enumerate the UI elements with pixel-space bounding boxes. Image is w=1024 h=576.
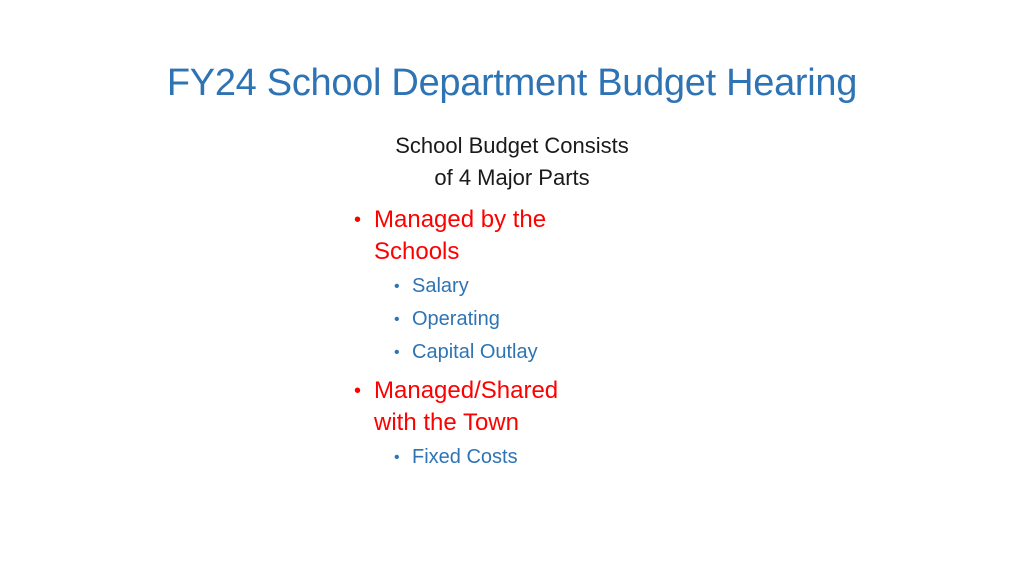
bullet-icon: • (394, 278, 400, 295)
bullet-icon: • (394, 311, 400, 328)
subtitle-line: of 4 Major Parts (434, 165, 590, 190)
slide-subtitle (312, 130, 712, 194)
sub-list (374, 441, 684, 474)
bullet-icon: • (354, 380, 362, 402)
sub-list-item-label: Capital Outlay (412, 341, 538, 363)
sub-list (374, 270, 684, 369)
list-item-label: Managed by the Schools (374, 206, 547, 265)
bullet-icon: • (394, 449, 400, 466)
list-item-label: Managed/Shared with the Town (374, 377, 559, 436)
sub-list-item (374, 441, 684, 474)
budget-parts-list (354, 204, 684, 480)
sub-list-item-label: Fixed Costs (412, 446, 518, 468)
sub-list-item (374, 336, 684, 369)
sub-list-item (374, 270, 684, 303)
list-item (354, 375, 684, 474)
bullet-icon: • (394, 344, 400, 361)
subtitle-line: School Budget Consists (395, 133, 629, 158)
sub-list-item-label: Salary (412, 275, 469, 297)
sub-list-item (374, 303, 684, 336)
list-item (354, 204, 684, 369)
sub-list-item-label: Operating (412, 308, 500, 330)
slide-title: FY24 School Department Budget Hearing (166, 62, 858, 104)
bullet-icon: • (354, 209, 362, 231)
